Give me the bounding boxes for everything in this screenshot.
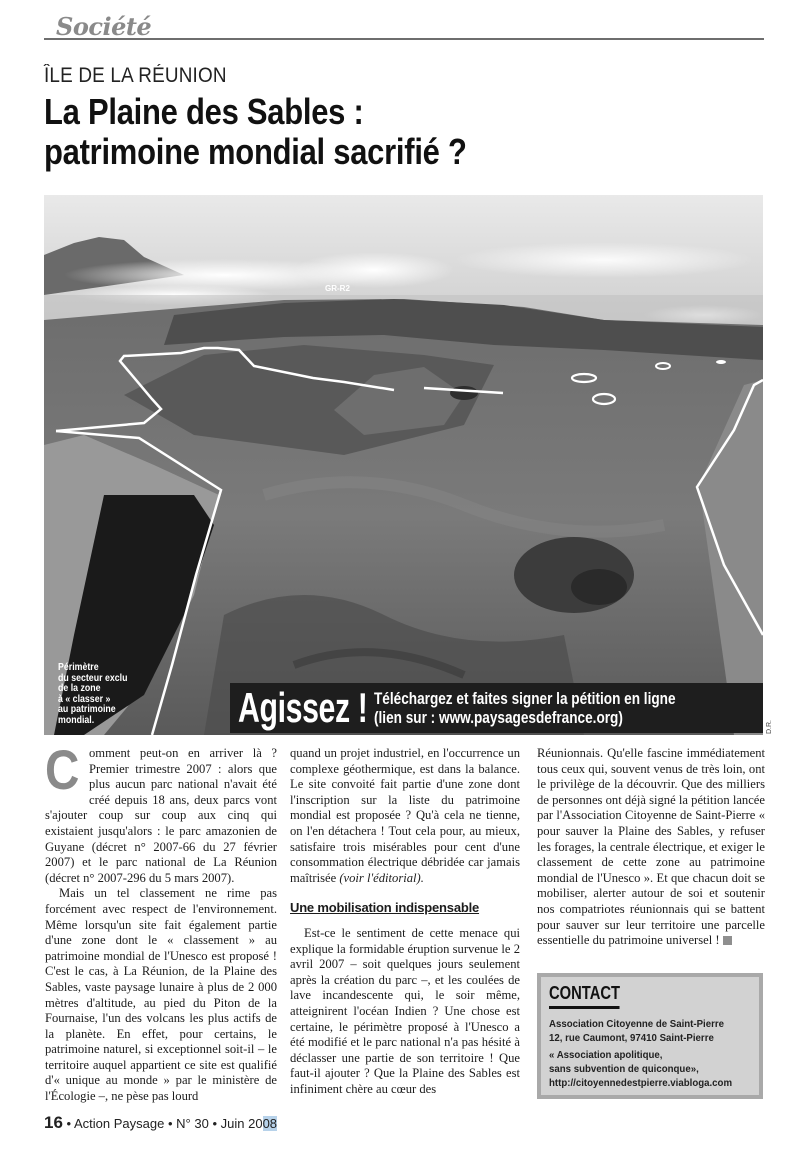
callout-line-1: Téléchargez et faites signer la pétition en ligne	[374, 689, 676, 708]
issue-date	[221, 1116, 277, 1131]
article-headline	[44, 92, 646, 172]
article-column-2	[290, 746, 520, 1097]
paragraph	[290, 746, 520, 886]
petition-callout	[230, 683, 763, 733]
section-label: Société	[56, 12, 152, 41]
selected-text[interactable]: 08	[262, 1116, 278, 1131]
paragraph-text: quand un projet industriel, en l'occurrence un complexe géothermique, est dans la balance. Le site convoité fait partie d'une zone dont l'inscription sur la liste du patrimoine mondial est proposée ? Qu'à cela ne tienne, on l'en détachera ! Tout cela pour, au mieux, satisfaire trois misérables pour cent d'une consommation électrique débridée car jamais maîtrisée	[290, 746, 520, 885]
issue-month: Juin 20	[220, 1116, 263, 1131]
contact-title: CONTACT	[549, 983, 620, 1009]
trail-label: GR-R2	[325, 284, 350, 293]
section-subheading: Une mobilisation indispensable	[290, 900, 480, 916]
caption-line: au patrimoine	[58, 704, 116, 715]
aerial-photo	[44, 195, 763, 735]
contact-org: Association Citoyenne de Saint-Pierre	[549, 1018, 725, 1030]
callout-title: Agissez !	[238, 684, 368, 731]
contact-website-link[interactable]: http://citoyennedestpierre.viabloga.com	[549, 1077, 733, 1089]
contact-box	[537, 973, 763, 1099]
separator: •	[66, 1116, 72, 1131]
separator: •	[212, 1116, 218, 1131]
article-column-3	[537, 746, 765, 949]
page-footer	[44, 1113, 277, 1133]
contact-motto-2: sans subvention de quiconque»,	[549, 1063, 699, 1075]
caption-line: du secteur exclu	[58, 672, 128, 684]
drop-cap: C	[45, 738, 80, 801]
caption-line: de la zone	[58, 683, 101, 694]
separator: •	[167, 1116, 173, 1131]
paragraph	[537, 746, 765, 949]
paragraph-text: Réunionnais. Qu'elle fascine immédiatement tous ceux qui, souvent venus de très loin, ont le privilège de la découvrir. Que des milliers de personnes ont déjà signé la pétition lancée par l'Association Citoyenne de Saint-Pierre « pour sauver la Plaine des Sables, y refuser les forages, la centrale électrique, et exiger le classement de cette zone au patrimoine mondial de l'Unesco ». Et que chacun doit se mobiliser, alerter autour de soi et soutenir nos compatriotes réunionnais qui se battent pour sauver sur leur territoire une parcelle essentielle du patrimoine universel !	[537, 746, 765, 948]
headline-line-2: patrimoine mondial sacrifié ?	[44, 131, 467, 172]
magazine-name: Action Paysage	[74, 1116, 165, 1131]
caption-line: à « classer »	[58, 693, 111, 705]
contact-address: 12, rue Caumont, 97410 Saint-Pierre	[549, 1032, 714, 1044]
contact-details	[549, 1017, 735, 1090]
callout-link[interactable]: (lien sur : www.paysagesdefrance.org)	[374, 708, 623, 727]
paragraph-text: omment peut-on en arriver là ? Premier trimestre 2007 : alors que plus aucun parc national n'avait été créé depuis 18 ans, deux parcs vont s'ajouter coup sur coup aux cinq qui existaient jusqu'alors : le parc amazonien de Guyane (décret n° 2007-66 du 27 février 2007) et le parc national de La Réunion (décret n° 2007-296 du 5 mars 2007).	[45, 746, 277, 885]
issue-number: N° 30	[176, 1116, 209, 1131]
caption-line: mondial.	[58, 714, 95, 726]
article-column-1	[45, 738, 277, 1105]
photo-caption	[58, 663, 155, 726]
headline-line-1: La Plaine des Sables :	[44, 91, 364, 132]
end-mark-icon	[723, 936, 732, 945]
callout-text	[374, 689, 676, 727]
page-number: 16	[44, 1113, 63, 1132]
editorial-reference: (voir l'éditorial).	[339, 870, 424, 885]
paragraph: Est-ce le sentiment de cette menace qui explique la formidable éruption survenue le 2 avril 2007 – soit quelques jours seulement après la création du parc –, et les coulées de lave incandescente qui, le soir même, atteignirent l'océan Indien ? Une chose est certaine, le périmètre proposé à l'Unesco a été modifié et le parc national n'a pas hésité à déclasser une partie de son territoire ! Que faut-il ajouter ? Que la Plaine des Sables est infiniment chère au cœur des	[290, 925, 520, 1096]
article-kicker: ÎLE DE LA RÉUNION	[44, 64, 227, 87]
paragraph	[45, 738, 277, 886]
caption-line: Périmètre	[58, 662, 99, 673]
section-rubric	[44, 10, 764, 40]
paragraph: Mais un tel classement ne rime pas forcément avec respect de l'environnement. Même lorsqu'un site fait également partie d'une zone dont le « classement » au patrimoine mondial de l'Unesco est proposé ! C'est le cas, à La Réunion, de la Plaine des Sables, vaste paysage lunaire à plus de 2 000 mètres d'altitude, au pied du Piton de la Fournaise, l'un des volcans les plus actifs de la planète. En effet, pour certains, le patrimoine naturel, si exceptionnel soit-il – le territoire auquel appartient ce site est qualifié d'« unique au monde » par le ministère de l'Écologie –, ne pèse pas lourd	[45, 886, 277, 1104]
contact-motto: « Association apolitique,	[549, 1049, 663, 1061]
landscape-photo-illustration	[44, 195, 763, 735]
photo-credit: D.R.	[766, 720, 773, 734]
